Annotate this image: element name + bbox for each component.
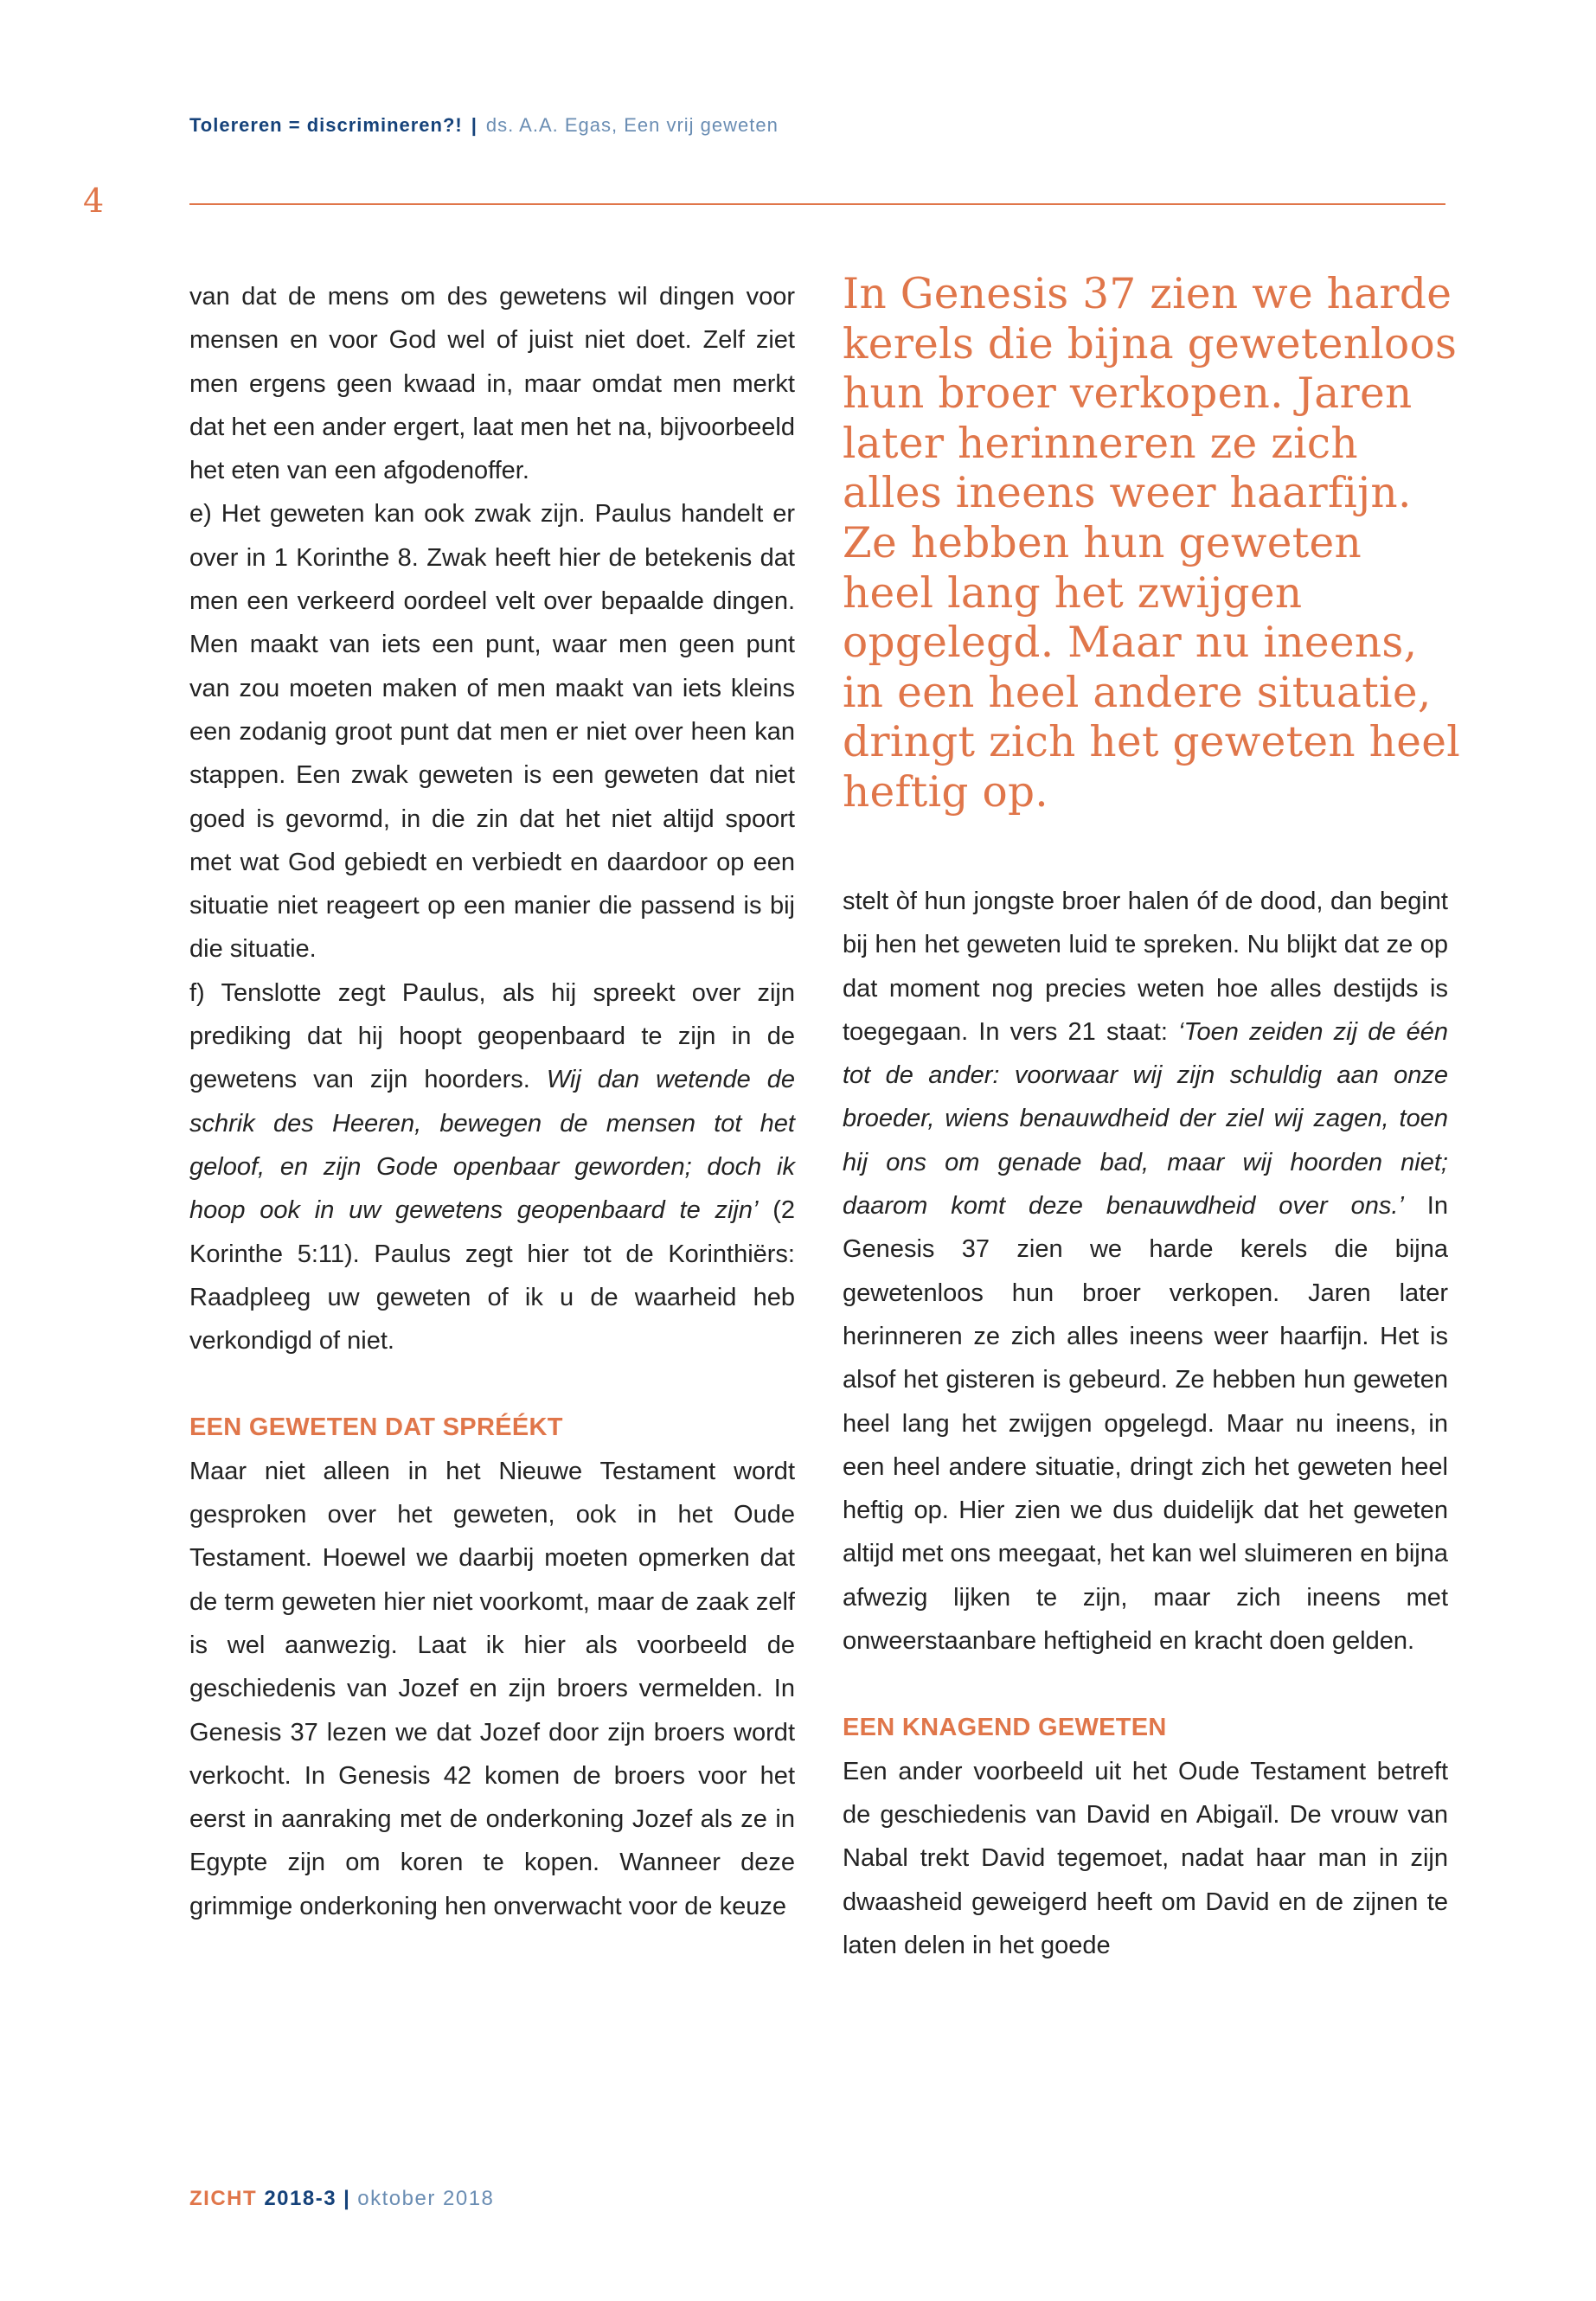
footer-separator: | [343, 2187, 351, 2210]
pull-quote: In Genesis 37 zien we harde kerels die bijna gewetenloos hun broer verkopen. Jaren later herinneren ze zich alles ineens weer haarfijn. Ze hebben hun geweten heel lang het zwijgen opgelegd. Maar nu ineens, in een heel andere situatie, dringt zich het geweten heel heftig op. [843, 270, 1461, 817]
section-heading: EEN GEWETEN DAT SPRÉÉKT [189, 1413, 563, 1442]
page-number: 4 [83, 182, 105, 220]
scripture-quote: ‘Toen zeiden zij de één tot de ander: voorwaar wij zijn schuldig aan onze broeder, wiens benauwdheid der ziel wij zagen, toen hij ons om genade bad, maar wij hoorden niet; daarom komt deze benauwdheid over ons.’ [843, 1017, 1449, 1221]
paragraph-text: f) Tenslotte zegt Paulus, als hij spreekt over zijn prediking dat hij hoopt geopenbaard te zijn in de gewetens van zijn hoorders. [189, 978, 795, 1094]
article-title: Tolereren = discrimineren?! [189, 114, 463, 136]
scripture-quote: Wij dan wetende de schrik des Heeren, bewegen de mensen tot het geloof, en zijn Gode openbaar geworden; doch ik hoop ook in uw gewetens geopenbaard te zijn’ [189, 1066, 796, 1225]
issue-date: oktober 2018 [357, 2187, 495, 2210]
left-paragraph-1: van dat de mens om des gewetens wil dingen voor mensen en voor God wel of juist niet doet. Zelf ziet men ergens geen kwaad in, maar omdat men merkt dat het een ander ergert, laat men het na, bijvoorbeeld het eten van een afgodenoffer. [189, 283, 795, 485]
right-paragraph-1 [843, 880, 1448, 1663]
left-paragraph-4: Maar niet alleen in het Nieuwe Testament wordt gesproken over het geweten, ook in het Oude Testament. Hoewel we daarbij moeten opmerken dat de term geweten hier niet voorkomt, maar de zaak zelf is wel aanwezig. Laat ik hier als voorbeeld de geschiedenis van Jozef en zijn broers vermelden. In Genesis 37 lezen we dat Jozef door zijn broers wordt verkocht. In Genesis 42 komen de broers voor het eerst in aanraking met de onderkoning Jozef als ze in Egypte zijn om koren te kopen. Wanneer deze grimmige onderkoning hen onverwacht voor de keuze [189, 1457, 795, 1920]
left-paragraph-2: e) Het geweten kan ook zwak zijn. Paulus handelt er over in 1 Korinthe 8. Zwak heeft hier de betekenis dat men een verkeerd oordeel velt over bepaalde dingen. Men maakt van iets een punt, waar men geen punt van zou moeten maken of men maakt van iets kleins een zodanig groot punt dat men er niet over heen kan stappen. Een zwak geweten is een geweten dat niet goed is gevormd, in die zin dat het niet altijd spoort met wat God gebiedt en verbiedt en daardoor op een situatie niet reageert op een manier die passend is bij die situatie. [189, 500, 795, 964]
paragraph-text: stelt òf hun jongste broer halen óf de dood, dan begint bij hen het geweten luid te spreken. Nu blijkt dat ze op dat moment nog precies weten hoe alles destijds is toegegaan. In vers 21 staat: [843, 888, 1448, 1046]
running-head [189, 114, 779, 137]
page-footer [189, 2187, 494, 2211]
paragraph-text: (2 Korinthe 5:11). Paulus zegt hier tot de Korinthiërs: Raadpleeg uw geweten of ik u de waarheid heb verkondigd of niet. [189, 1196, 795, 1356]
section-gap [843, 1663, 1448, 1706]
header-divider [189, 203, 1445, 205]
right-paragraph-2: Een ander voorbeeld uit het Oude Testament betreft de geschiedenis van David en Abigaïl. De vrouw van Nabal trekt David tegemoet, nadat haar man in zijn dwaasheid geweigerd heeft om David en de zijnen te laten delen in het goede [843, 1757, 1448, 1959]
paragraph-text: In Genesis 37 zien we harde kerels die bijna gewetenloos hun broer verkopen. Jaren later herinneren ze zich alles ineens weer haarfijn. Het is alsof het gisteren is gebeurd. Ze hebben hun geweten heel lang het zwijgen opgelegd. Maar nu ineens, in een heel andere situatie, dringt zich het geweten heel heftig op. Hier zien we dus duidelijk dat het geweten altijd met ons meegaat, het kan wel sluimeren en bijna afwezig lijken te zijn, maar zich ineens met onweerstaanbare heftigheid en kracht doen gelden. [843, 1192, 1448, 1656]
left-paragraph-3 [189, 971, 795, 1363]
right-column [843, 880, 1448, 1967]
issue-number: 2018-3 [264, 2187, 337, 2210]
section-heading: EEN KNAGEND GEWETEN [843, 1714, 1167, 1742]
magazine-name: ZICHT [189, 2187, 258, 2210]
left-column [189, 275, 795, 1928]
article-author: ds. A.A. Egas, Een vrij geweten [485, 114, 779, 136]
section-gap [189, 1362, 795, 1406]
header-separator: | [471, 114, 478, 136]
